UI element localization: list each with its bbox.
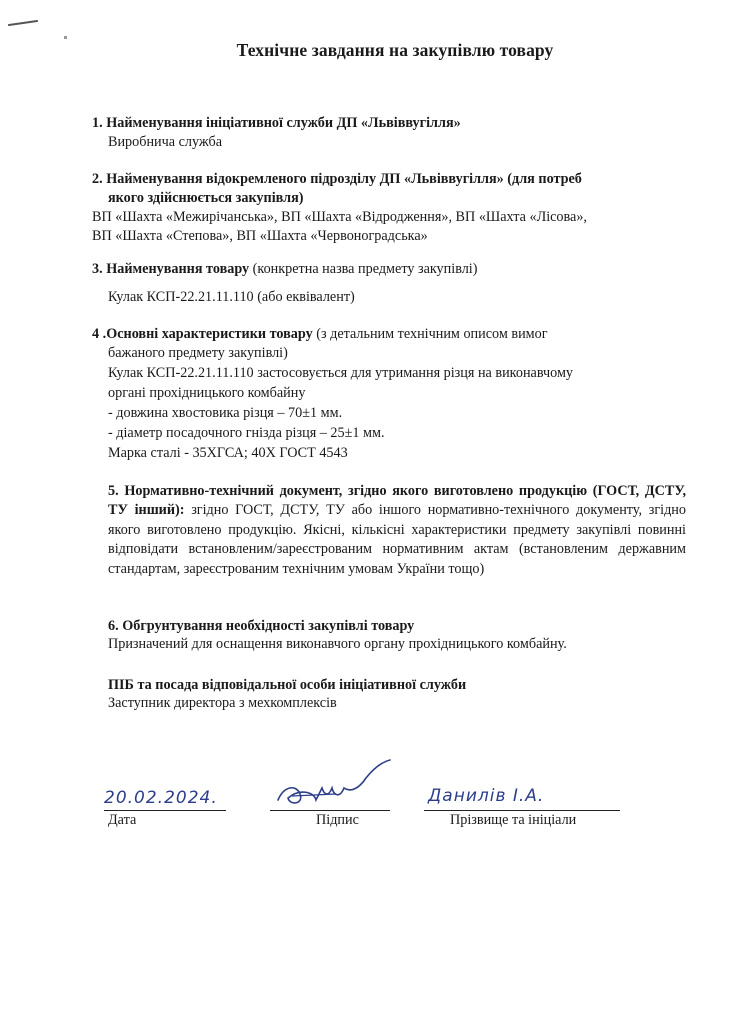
section-3-body: Кулак КСП-22.21.11.110 (або еквівалент) <box>108 289 355 305</box>
section-5-body: згідно ГОСТ, ДСТУ, ТУ або іншого нормативно-технічного документу, згідно якого виготовлено продукцію. Якісні, кількісні характеристики предмету закупівлі повинні відповідати встановленим/зареєстрованим нормативним актам (встановленим державним стандартам, зареєстрованим технічним умовам України тощо) <box>108 502 686 577</box>
signature-underline <box>270 810 390 811</box>
section-4-line: - довжина хвостовика різця – 70±1 мм. <box>108 405 343 421</box>
section-4-line: Кулак КСП-22.21.11.110 застосовується для утримання різця на виконавчому <box>108 365 574 381</box>
date-label: Дата <box>108 812 137 828</box>
handwritten-name: Данилів І.А. <box>428 786 545 806</box>
section-6-body: Призначений для оснащення виконавчого органу прохідницького комбайну. <box>108 636 567 652</box>
name-label: Прізвище та ініціали <box>450 812 577 828</box>
scan-mark <box>8 20 38 26</box>
section-1-heading: 1. Найменування ініціативної служби ДП «Львіввугілля» <box>92 115 461 131</box>
section-2-body-line-1: ВП «Шахта «Межирічанська», ВП «Шахта «Відродження», ВП «Шахта «Лісова», <box>92 209 587 225</box>
section-4-heading-text: 4 .Основні характеристики товару <box>92 326 313 342</box>
scan-dot <box>64 36 67 39</box>
section-2-body-line-2: ВП «Шахта «Степова», ВП «Шахта «Червоноградська» <box>92 228 428 244</box>
section-4-heading-note-line-2: бажаного предмету закупівлі) <box>108 345 288 361</box>
section-4-heading <box>92 325 548 344</box>
responsible-heading: ПІБ та посада відповідальної особи ініціативної служби <box>108 677 467 693</box>
section-4-line: - діаметр посадочного гнізда різця – 25±1 мм. <box>108 425 385 441</box>
signature-label: Підпис <box>316 812 359 828</box>
section-4-line: органі прохідницького комбайну <box>108 385 306 401</box>
section-2-heading-line-2: якого здійснюється закупівля) <box>108 190 304 206</box>
section-5-paragraph <box>108 482 686 579</box>
section-5-heading: 5. Нормативно-технічний документ, згідно якого виготовлено продукцію (ГОСТ, ДСТУ, ТУ інший): <box>108 483 686 519</box>
signature <box>270 758 410 814</box>
section-4-heading-note: (з детальним технічним описом вимог <box>312 326 548 342</box>
section-4-line: Марка сталі - 35ХГСА; 40Х ГОСТ 4543 <box>108 445 348 461</box>
section-1-body: Виробнича служба <box>108 134 223 150</box>
section-3-heading <box>92 260 477 279</box>
responsible-body: Заступник директора з мехкомплексів <box>108 695 337 711</box>
date-underline <box>104 810 226 811</box>
name-underline <box>424 810 620 811</box>
section-2-heading-line-1: 2. Найменування відокремленого підрозділу ДП «Львіввугілля» (для потреб <box>92 171 582 187</box>
section-6-heading: 6. Обгрунтування необхідності закупівлі товару <box>108 618 415 634</box>
handwritten-date: 20.02.2024. <box>104 788 218 808</box>
document-title: Технічне завдання на закупівлю товару <box>236 40 554 60</box>
section-3-heading-note: (конкретна назва предмету закупівлі) <box>249 261 478 277</box>
section-3-heading-text: 3. Найменування товару <box>92 261 250 277</box>
